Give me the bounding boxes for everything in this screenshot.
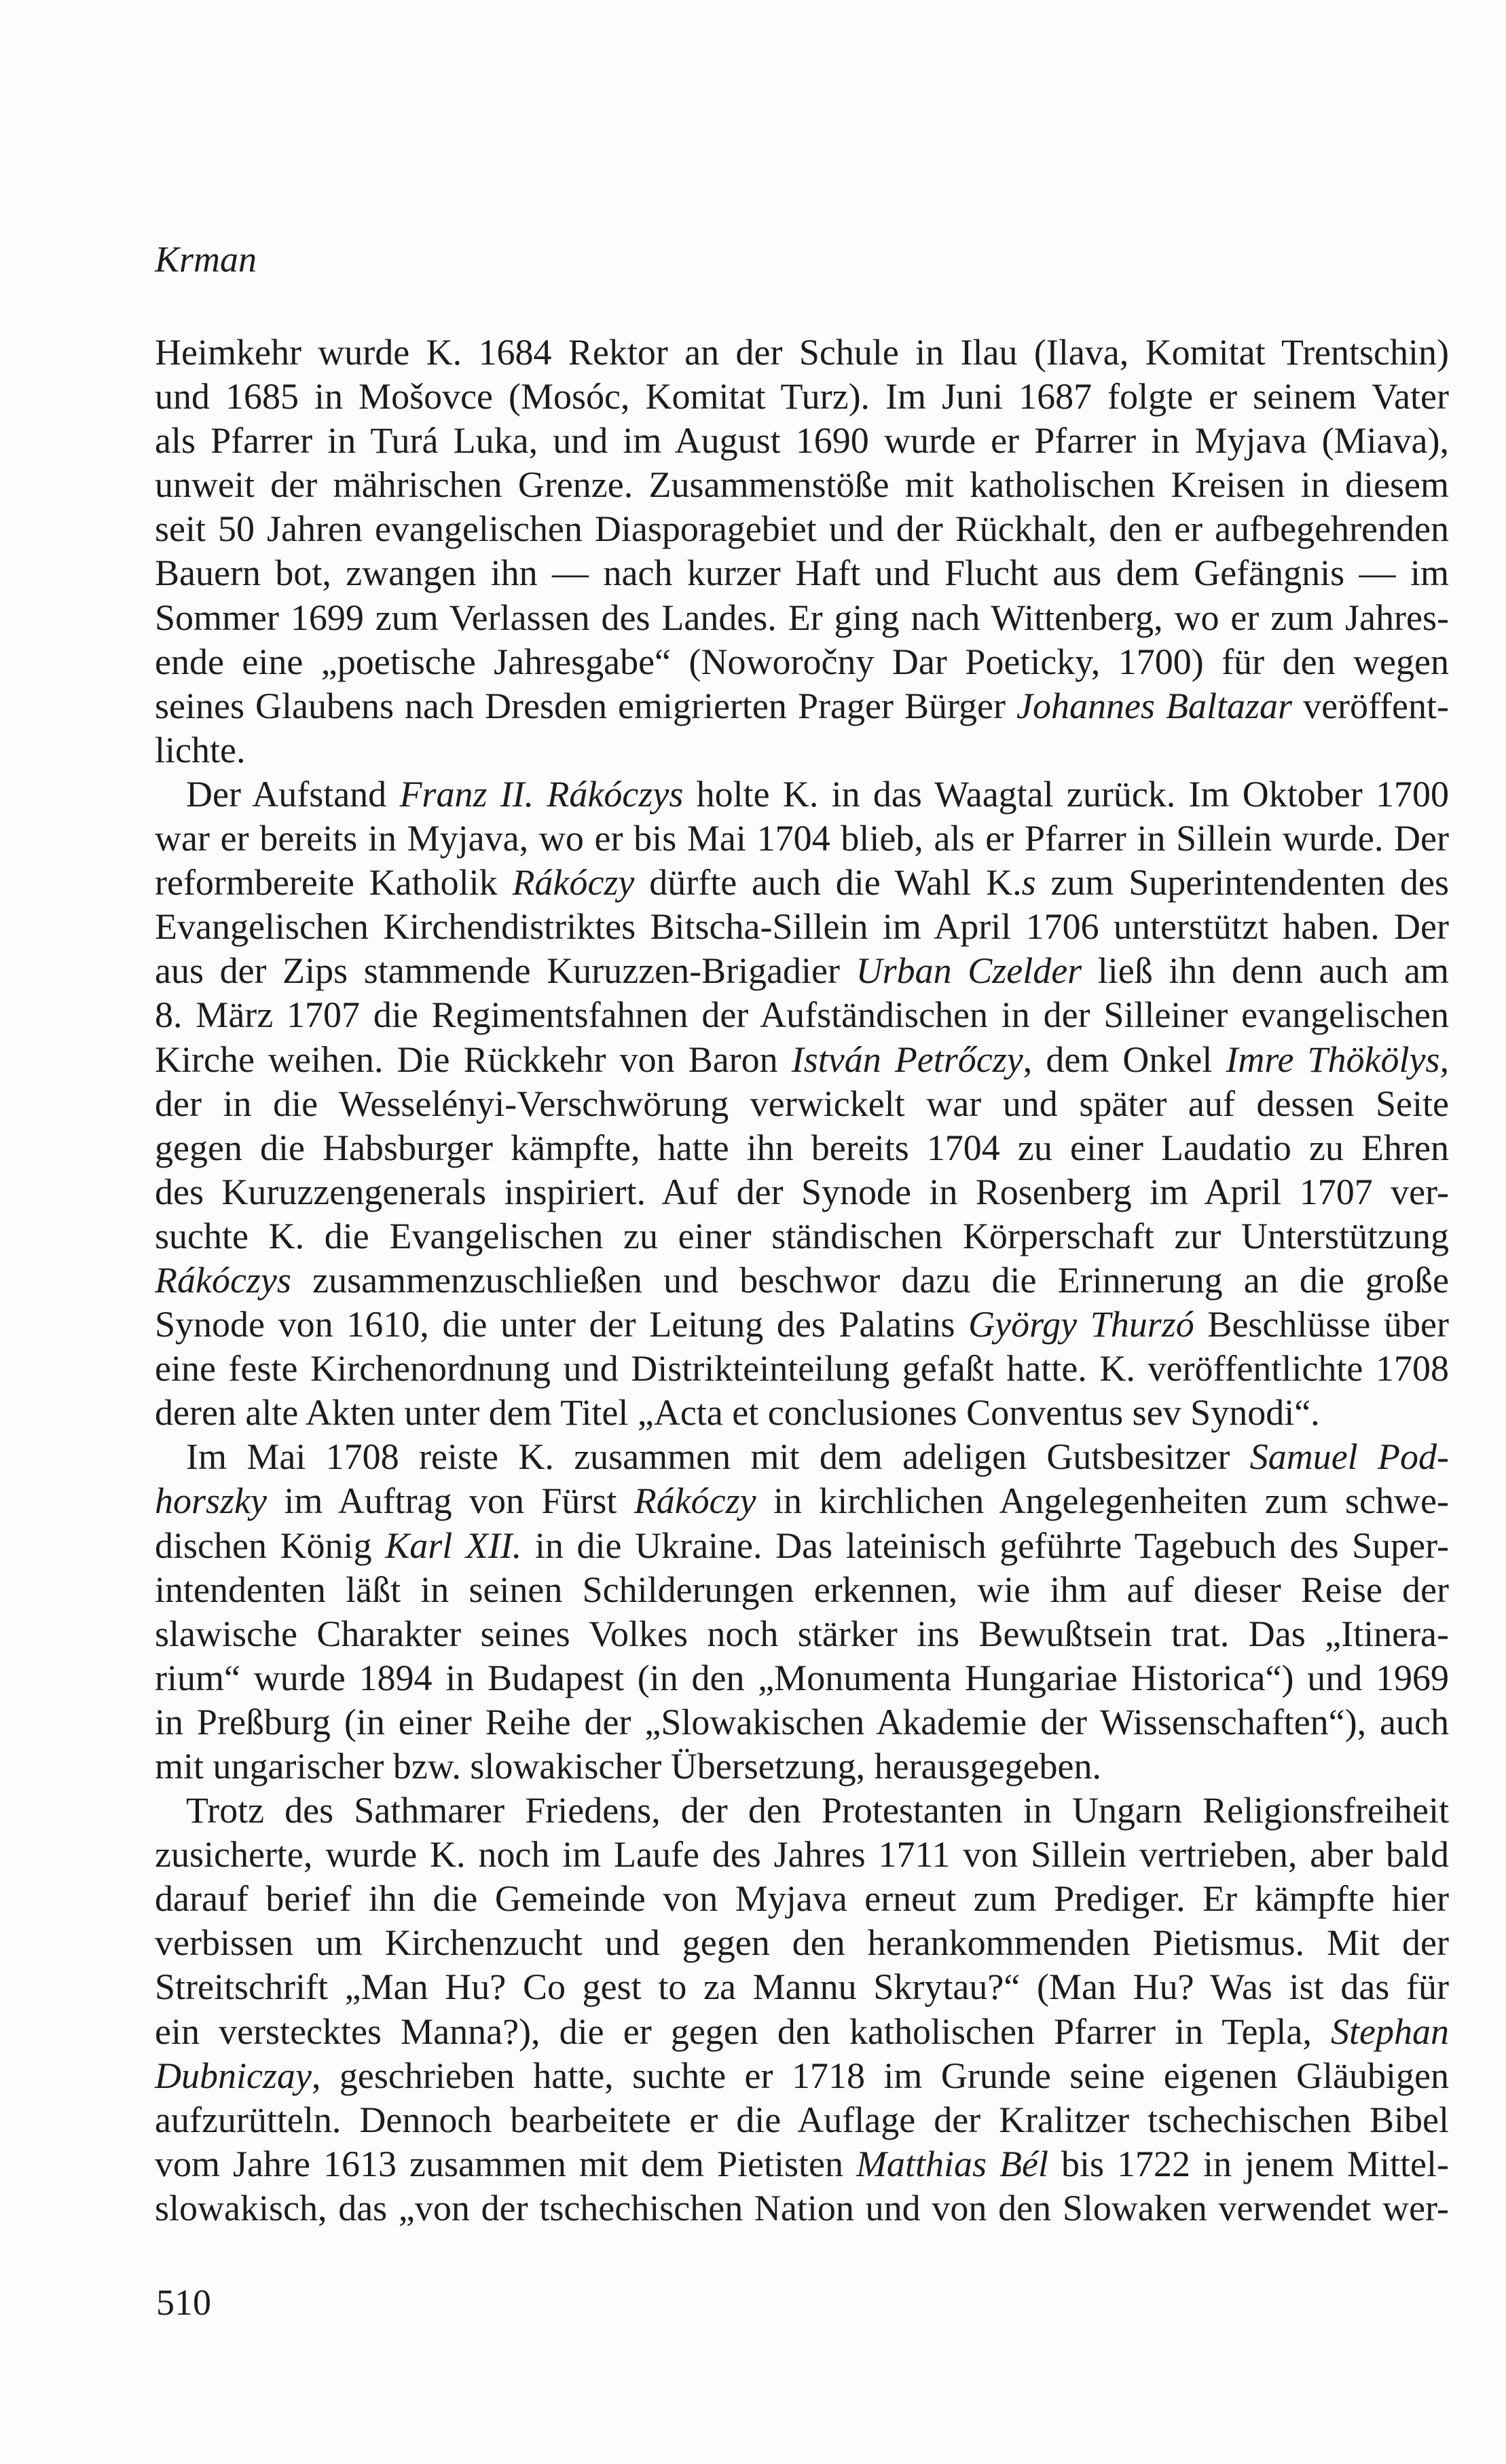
text-run: deren alte Akten unter dem Titel „Acta et conclusiones Conventus sev Synodi“. [155, 1392, 1320, 1434]
text-line-content [155, 2054, 1449, 2098]
text-line-content [155, 905, 1449, 949]
text-line [155, 1214, 1449, 1258]
text-run: ein verstecktes Manna?), die er gegen den katholischen Pfarrer in Tepla, [155, 2011, 1331, 2052]
text-line [155, 1170, 1449, 1214]
text-run: als Pfarrer in Turá Luka, und im August 1690 wurde er Pfarrer in Myjava (Miava), [155, 420, 1449, 462]
running-head: Krman [155, 239, 257, 280]
italic-name: Stephan [1331, 2011, 1449, 2052]
text-line [155, 1258, 1449, 1303]
text-line-content [155, 684, 1449, 728]
text-line-content [155, 1921, 1449, 1965]
text-line [155, 1700, 1449, 1744]
text-run: zum Superintendenten des [1035, 862, 1449, 903]
text-line [155, 463, 1449, 507]
text-line-content [186, 1789, 1449, 1833]
text-line-content [155, 2186, 1449, 2230]
text-line-content [155, 1082, 1449, 1126]
text-run: , geschrieben hatte, suchte er 1718 im Grunde seine eigenen Gläubigen [311, 2055, 1449, 2096]
italic-name: Karl XII. [385, 1525, 522, 1566]
text-run: intendenten läßt in seinen Schilderungen erkennen, wie ihm auf dieser Reise der [155, 1569, 1449, 1610]
italic-name: Dubniczay [155, 2055, 312, 2096]
text-line [155, 1038, 1449, 1082]
text-line [155, 640, 1449, 684]
text-run: slawische Charakter seines Volkes noch stärker ins Bewußtsein trat. Das „Itinera- [155, 1613, 1449, 1654]
italic-name: Samuel Pod- [1249, 1436, 1450, 1478]
text-run: mit ungarischer bzw. slowakischer Übersetzung, herausgegeben. [155, 1746, 1102, 1787]
text-line [155, 2010, 1449, 2054]
text-line [155, 1744, 1449, 1789]
text-line-content [155, 1612, 1449, 1656]
text-line [155, 596, 1449, 640]
italic-name: Franz II. Rákóczys [399, 773, 684, 815]
text-run: veröffent- [1292, 685, 1449, 726]
text-run: und 1685 in Mošovce (Mosóc, Komitat Turz). Im Juni 1687 folgte er seinem Vater [155, 376, 1449, 417]
text-line [155, 1303, 1449, 1347]
text-line [155, 419, 1449, 463]
text-line-content [155, 1170, 1449, 1214]
text-line-content [155, 728, 1449, 772]
text-run: Evangelischen Kirchendistriktes Bitscha-Sillein im April 1706 unterstützt haben. Der [155, 906, 1449, 948]
text-run: Streitschrift „Man Hu? Co gest to za Mannu Skrytau?“ (Man Hu? Was ist das für [155, 1966, 1449, 2008]
text-line-content [155, 551, 1449, 595]
italic-name: Rákóczy [633, 1480, 756, 1522]
text-run: 8. März 1707 die Regimentsfahnen der Aufständischen in der Silleiner evangelischen [155, 994, 1449, 1036]
text-line-content [155, 640, 1449, 684]
text-line [155, 1656, 1449, 1700]
text-run: zusammenzuschließen und beschwor dazu die Erinnerung an die große [291, 1259, 1449, 1301]
text-line [155, 728, 1449, 772]
text-line [155, 1391, 1449, 1435]
text-run: seines Glaubens nach Dresden emigrierten Prager Bürger [155, 685, 1016, 726]
text-run: rium“ wurde 1894 in Budapest (in den „Monumenta Hungariae Historica“) und 1969 [155, 1657, 1449, 1698]
text-run: reformbereite Katholik [155, 862, 513, 903]
text-line-content [155, 1303, 1449, 1347]
text-line [155, 684, 1449, 728]
text-run: Trotz des Sathmarer Friedens, der den Protestanten in Ungarn Religionsfreiheit [186, 1790, 1449, 1831]
text-run: Synode von 1610, die unter der Leitung des Palatins [155, 1304, 969, 1345]
text-line [155, 331, 1449, 375]
text-line-content [155, 1214, 1449, 1258]
text-line [155, 2054, 1449, 2098]
italic-name: Urban Czelder [856, 950, 1082, 992]
text-run: Der Aufstand [186, 773, 400, 815]
text-line [155, 905, 1449, 949]
italic-name: Imre Thökölys, [1226, 1039, 1449, 1080]
text-line [155, 1877, 1449, 1921]
text-run: ließ ihn denn auch am [1082, 950, 1450, 992]
text-line-content [155, 1877, 1449, 1921]
text-line [155, 2142, 1449, 2186]
text-line [155, 2186, 1449, 2230]
text-line-content [155, 1347, 1449, 1391]
italic-name: Johannes Baltazar [1016, 685, 1293, 726]
text-line-content [155, 1391, 1449, 1435]
italic-name: Rákóczys [155, 1259, 291, 1301]
text-run: , dem Onkel [1023, 1039, 1226, 1080]
text-line-content [155, 1524, 1449, 1568]
text-run: Bauern bot, zwangen ihn — nach kurzer Haft und Flucht aus dem Gefängnis — im [155, 553, 1449, 594]
text-line [155, 507, 1449, 551]
italic-name: Matthias Bél [856, 2143, 1048, 2184]
text-run: Beschlüsse über [1194, 1304, 1449, 1345]
text-run: aus der Zips stammende Kuruzzen-Brigadier [155, 950, 856, 992]
text-line-content [155, 1258, 1449, 1303]
text-line-content [155, 1479, 1449, 1523]
text-line-content [155, 1833, 1449, 1877]
italic-name: Rákóczy [512, 862, 635, 903]
text-run: war er bereits in Myjava, wo er bis Mai 1704 blieb, als er Pfarrer in Sillein wurde. Der [155, 818, 1449, 859]
text-run: zusicherte, wurde K. noch im Laufe des Jahres 1711 von Sillein vertrieben, aber bald [155, 1834, 1449, 1875]
text-line-content [155, 463, 1449, 507]
text-line [155, 1833, 1449, 1877]
text-run: des Kuruzzengenerals inspiriert. Auf der Synode in Rosenberg im April 1707 ver- [155, 1171, 1449, 1212]
text-line [155, 772, 1449, 817]
text-run: darauf berief ihn die Gemeinde von Myjava erneut zum Prediger. Er kämpfte hier [155, 1878, 1449, 1920]
text-run: seit 50 Jahren evangelischen Diasporagebiet und der Rückhalt, den er aufbegehrenden [155, 508, 1449, 550]
text-line [155, 1126, 1449, 1170]
text-run: slowakisch, das „von der tschechischen Nation und von den Slowaken verwendet wer- [155, 2187, 1449, 2228]
text-line-content [155, 1744, 1449, 1789]
text-run: aufzurütteln. Dennoch bearbeitete er die Auflage der Kralitzer tschechischen Bibel [155, 2099, 1449, 2140]
text-line-content [155, 507, 1449, 551]
text-line [155, 551, 1449, 595]
text-line-content [155, 1568, 1449, 1612]
text-line [155, 817, 1449, 861]
text-line [155, 375, 1449, 419]
text-line-content [155, 1965, 1449, 2009]
text-line [155, 1347, 1449, 1391]
text-run: Im Mai 1708 reiste K. zusammen mit dem adeligen Gutsbesitzer [186, 1436, 1250, 1478]
text-line [155, 949, 1449, 993]
text-run: eine feste Kirchenordnung und Distrikteinteilung gefaßt hatte. K. veröffentlichte 1708 [155, 1348, 1449, 1389]
text-line [155, 1921, 1449, 1965]
text-line-content [155, 331, 1449, 375]
text-run: verbissen um Kirchenzucht und gegen den herankommenden Pietismus. Mit der [155, 1922, 1449, 1964]
text-line-content [155, 861, 1449, 905]
text-line [155, 1082, 1449, 1126]
text-line-content [155, 1700, 1449, 1744]
text-run: in die Ukraine. Das lateinisch geführte Tagebuch des Super- [521, 1525, 1450, 1566]
text-run: ende eine „poetische Jahresgabe“ (Noworočny Dar Poeticky, 1700) für den wegen [155, 641, 1449, 682]
text-line-content [155, 419, 1449, 463]
text-line-content [155, 2010, 1449, 2054]
text-line-content [186, 1435, 1449, 1479]
italic-name: György Thurzó [968, 1304, 1194, 1345]
text-line-content [155, 375, 1449, 419]
text-run: dischen König [155, 1525, 386, 1566]
text-run: der in die Wesselényi-Verschwörung verwickelt war und später auf dessen Seite [155, 1083, 1449, 1124]
text-run: Sommer 1699 zum Verlassen des Landes. Er ging nach Wittenberg, wo er zum Jahres- [155, 597, 1449, 638]
text-line-content [155, 2142, 1449, 2186]
text-line-content [155, 1656, 1449, 1700]
text-line [155, 861, 1449, 905]
text-run: gegen die Habsburger kämpfte, hatte ihn bereits 1704 zu einer Laudatio zu Ehren [155, 1127, 1449, 1168]
text-line-content [155, 993, 1449, 1037]
text-line [155, 1965, 1449, 2009]
italic-name: horszky [155, 1480, 267, 1522]
text-line [155, 1789, 1449, 1833]
text-line-content [155, 817, 1449, 861]
text-run: im Auftrag von Fürst [266, 1480, 634, 1522]
text-run: lichte. [155, 729, 246, 770]
text-run: holte K. in das Waagtal zurück. Im Oktober 1700 [683, 773, 1449, 815]
text-line-content [155, 1126, 1449, 1170]
text-line [155, 1612, 1449, 1656]
text-run: suchte K. die Evangelischen zu einer ständischen Körperschaft zur Unterstützung [155, 1215, 1449, 1256]
text-line-content [155, 949, 1449, 993]
body-text [155, 331, 1449, 2230]
text-line [155, 1524, 1449, 1568]
text-line [155, 1435, 1449, 1479]
text-line-content [155, 1038, 1449, 1082]
text-line [155, 1568, 1449, 1612]
text-run: Kirche weihen. Die Rückkehr von Baron [155, 1039, 792, 1080]
text-run: in Preßburg (in einer Reihe der „Slowakischen Akademie der Wissenschaften“), auch [155, 1701, 1449, 1742]
italic-name: István Petrőczy [791, 1039, 1023, 1080]
text-run: vom Jahre 1613 zusammen mit dem Pietisten [155, 2143, 856, 2184]
text-run: in kirchlichen Angelegenheiten zum schwe- [756, 1480, 1449, 1522]
text-line-content [155, 2098, 1449, 2142]
text-line-content [186, 772, 1449, 817]
text-line-content [155, 596, 1449, 640]
text-run: dürfte auch die Wahl K. [634, 862, 1022, 903]
text-line [155, 1479, 1449, 1523]
text-line [155, 993, 1449, 1037]
text-run: unweit der mährischen Grenze. Zusammenstöße mit katholischen Kreisen in diesem [155, 464, 1449, 506]
text-run: bis 1722 in jenem Mittel- [1048, 2143, 1449, 2184]
text-run: Heimkehr wurde K. 1684 Rektor an der Schule in Ilau (Ilava, Komitat Trentschin) [155, 332, 1449, 373]
italic-name: s [1021, 862, 1036, 903]
page-number: 510 [156, 2282, 211, 2323]
text-line [155, 2098, 1449, 2142]
